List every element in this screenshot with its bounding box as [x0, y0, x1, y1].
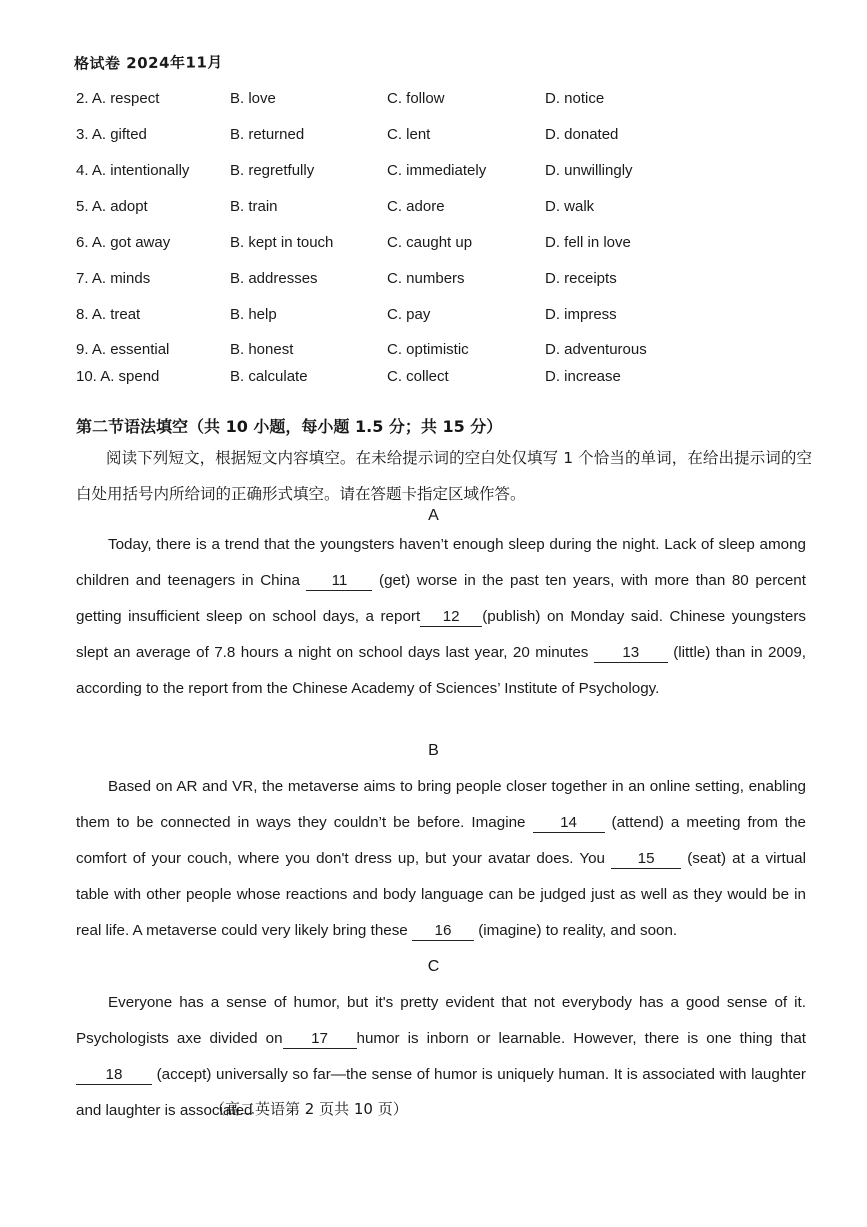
passage-a [76, 527, 806, 707]
passage-text: (seat) at a virtual table with other people whose reactions and body language can be judged just as well as they would be in real life. A metaverse could very likely bring these [76, 850, 807, 939]
option-c: C. adore [387, 198, 445, 215]
option-b: B. love [230, 90, 276, 107]
option-a: 9. A. essential [76, 341, 170, 358]
blank-17[interactable]: 17 [283, 1030, 357, 1049]
passage-text: Today, there is a trend that the youngsters haven’t enough sleep during the night. Lack of sleep among children and teenagers in China [76, 536, 806, 589]
passage-text: (publish) on Monday said. Chinese youngsters slept an average of 7.8 hours a night on school days last year, 20 minutes [76, 608, 806, 661]
section-instructions: 阅读下列短文，根据短文内容填空。在未给提示词的空白处仅填写 1 个恰当的单词，在给出提示词的空白处用括号内所给词的正确形式填空。请在答题卡指定区域作答。 [76, 449, 812, 503]
option-d: D. walk [545, 198, 595, 215]
option-b: B. returned [230, 126, 305, 143]
option-b: B. honest [230, 341, 294, 358]
passage-text: (accept) universally so far—the sense of humor is uniquely human. It is associated with laughter and laughter is associated [76, 1066, 806, 1119]
blank-18[interactable]: 18 [76, 1066, 152, 1085]
passage-b-heading: B [428, 742, 439, 759]
option-c: C. numbers [387, 270, 465, 287]
option-d: D. unwillingly [545, 162, 633, 179]
option-d: D. adventurous [545, 341, 647, 358]
passage-text: (little) than in 2009, according to the report from the Chinese Academy of Sciences’ Institute of Psychology. [76, 644, 806, 697]
option-d: D. increase [545, 368, 621, 385]
option-a: 6. A. got away [76, 234, 171, 251]
passage-text: Based on AR and VR, the metaverse aims to bring people closer together in an online setting, enabling them to be connected in ways they couldn’t be before. Imagine [76, 778, 806, 831]
blank-15[interactable]: 15 [611, 850, 681, 869]
option-c: C. immediately [387, 162, 487, 179]
passage-text: humor is inborn or learnable. However, there is one thing that [356, 1030, 806, 1047]
option-a: 10. A. spend [76, 368, 160, 385]
passage-text: Everyone has a sense of humor, but it's pretty evident that not everybody has a good sense of it. Psychologists axe divided on [76, 994, 806, 1047]
passage-b [76, 769, 806, 949]
blank-11[interactable]: 11 [306, 572, 372, 591]
option-c: C. pay [387, 306, 431, 323]
option-b: B. calculate [230, 368, 308, 385]
option-a: 4. A. intentionally [76, 162, 190, 179]
option-c: C. follow [387, 90, 445, 107]
option-c: C. collect [387, 368, 449, 385]
blank-16[interactable]: 16 [412, 922, 474, 941]
section-title: 第二节语法填空（共 10 小题，每小题 1.5 分；共 15 分） [76, 417, 503, 436]
passage-c-heading: C [427, 958, 440, 975]
option-a: 5. A. adopt [76, 198, 148, 215]
option-b: B. kept in touch [230, 234, 334, 251]
option-c: C. optimistic [387, 341, 469, 358]
option-a: 3. A. gifted [76, 126, 147, 143]
option-a: 2. A. respect [76, 90, 160, 107]
page-footer: （高二英语第 2 页共 10 页） [210, 1100, 408, 1118]
header-stamp: 格试卷 2024年11月 [73, 53, 223, 73]
option-b: B. train [230, 198, 278, 215]
option-b: B. help [230, 306, 277, 323]
passage-a-heading: A [428, 507, 439, 524]
option-d: D. receipts [545, 270, 617, 287]
option-d: D. notice [545, 90, 605, 107]
option-a: 7. A. minds [76, 270, 151, 287]
blank-13[interactable]: 13 [594, 644, 668, 663]
blank-12[interactable]: 12 [420, 608, 482, 627]
option-c: C. caught up [387, 234, 473, 251]
passage-text: (imagine) to reality, and soon. [473, 922, 678, 939]
option-d: D. donated [545, 126, 619, 143]
blank-14[interactable]: 14 [533, 814, 605, 833]
passage-c [76, 985, 806, 1129]
option-d: D. impress [545, 306, 617, 323]
option-d: D. fell in love [545, 234, 631, 251]
option-a: 8. A. treat [76, 306, 141, 323]
option-c: C. lent [387, 126, 431, 143]
passage-text: (get) worse in the past ten years, with more than 80 percent getting insufficient sleep on school days, a report [76, 572, 806, 625]
passage-text: (attend) a meeting from the comfort of your couch, where you don't dress up, but your avatar does. You [76, 814, 807, 867]
option-b: B. addresses [230, 270, 318, 287]
option-b: B. regretfully [230, 162, 315, 179]
